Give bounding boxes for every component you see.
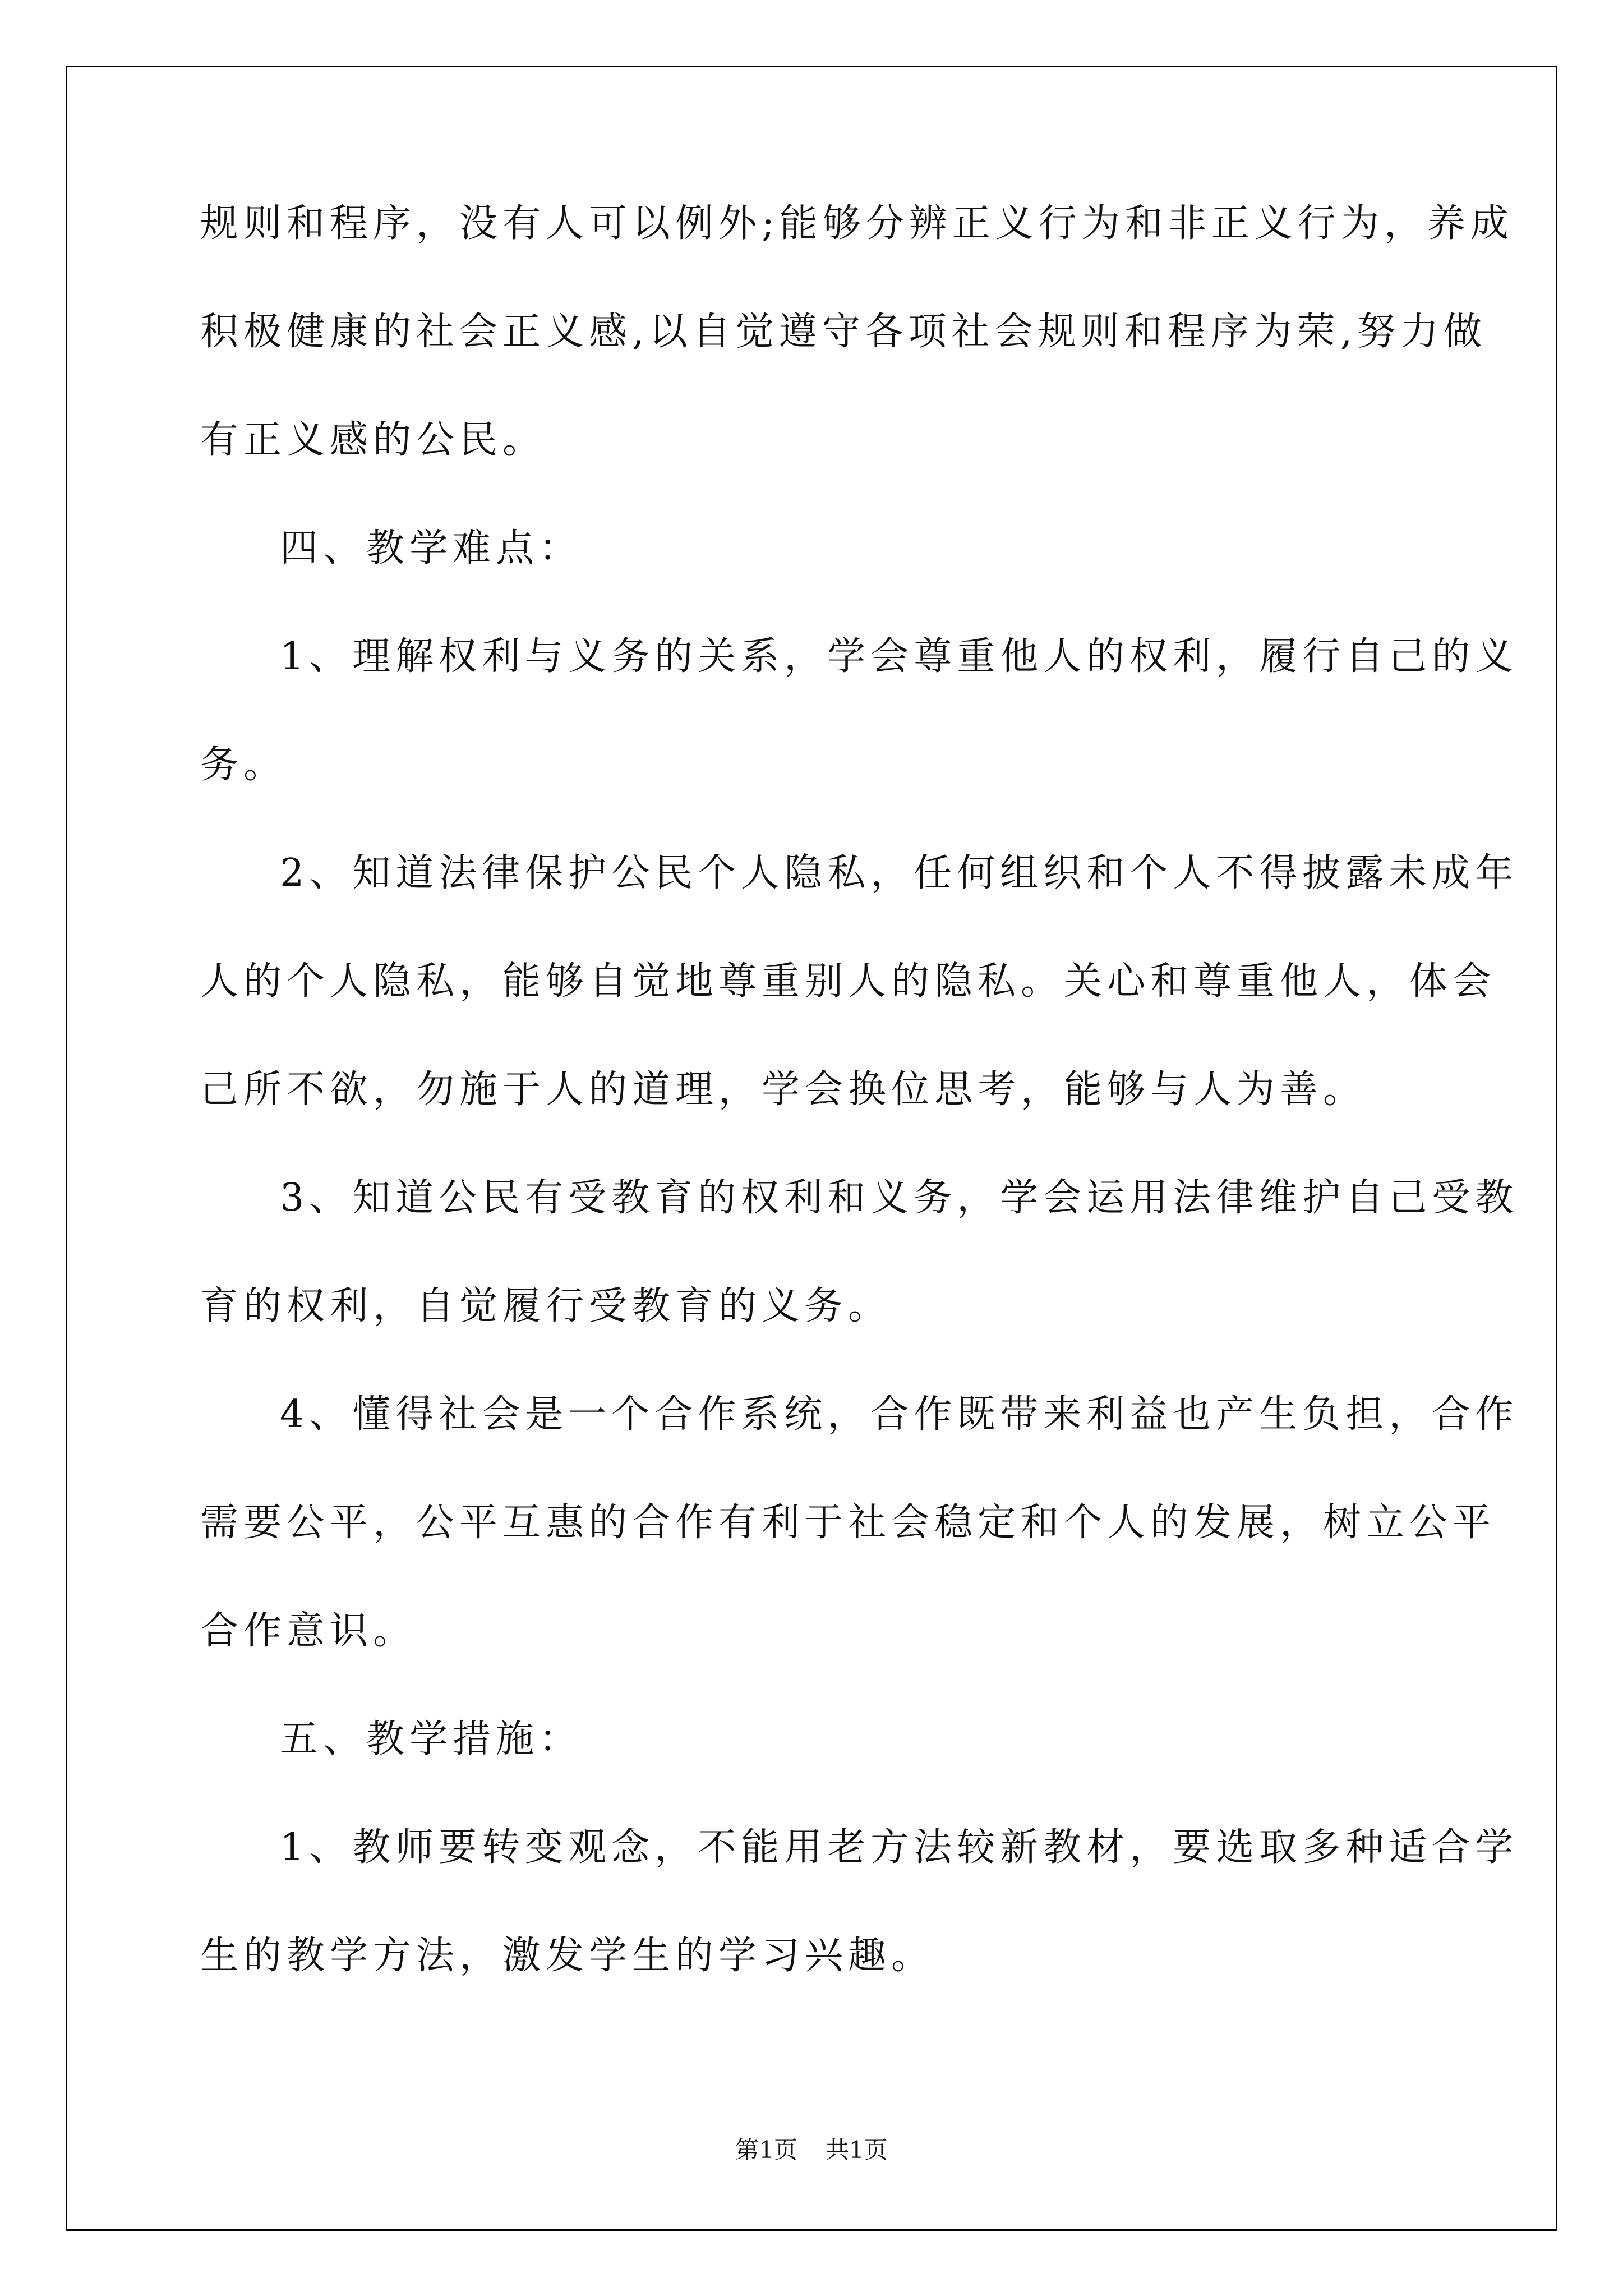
text-line: 生的教学方法，激发学生的学习兴趣。 [200,1934,935,1978]
section-heading: 四、教学难点： [280,526,583,570]
text-line: 合作意识。 [200,1609,417,1653]
text-line: 有正义感的公民。 [200,418,546,462]
text-line: 需要公平，公平互惠的合作有利于社会稳定和个人的发展，树立公平 [200,1501,1496,1545]
section-heading: 五、教学措施： [280,1717,583,1761]
text-line: 己所不欲，勿施于人的道理，学会换位思考，能够与人为善。 [200,1068,1367,1112]
text-line: 2、知道法律保护公民个人隐私，任何组织和个人不得披露未成年 [280,851,1519,895]
page-number: 第1页 [735,2136,797,2164]
text-line: 4、懂得社会是一个合作系统，合作既带来利益也产生负担，合作 [280,1392,1519,1437]
text-line: 人的个人隐私，能够自觉地尊重别人的隐私。关心和尊重他人，体会 [200,959,1496,1004]
page-count: 共1页 [826,2136,888,2164]
text-line: 规则和程序，没有人可以例外;能够分辨正义行为和非正义行为，养成 [200,201,1514,246]
page-footer [0,2138,1623,2162]
text-line: 育的权利，自觉履行受教育的义务。 [200,1284,892,1328]
document-body [200,201,1519,2045]
text-line: 1、教师要转变观念，不能用老方法较新教材，要选取多种适合学 [280,1825,1519,1870]
text-line: 积极健康的社会正义感,以自觉遵守各项社会规则和程序为荣,努力做 [200,310,1487,354]
text-line: 务。 [200,743,287,787]
text-line: 1、理解权利与义务的关系，学会尊重他人的权利，履行自己的义 [280,634,1519,679]
text-line: 3、知道公民有受教育的权利和义务，学会运用法律维护自己受教 [280,1176,1519,1220]
